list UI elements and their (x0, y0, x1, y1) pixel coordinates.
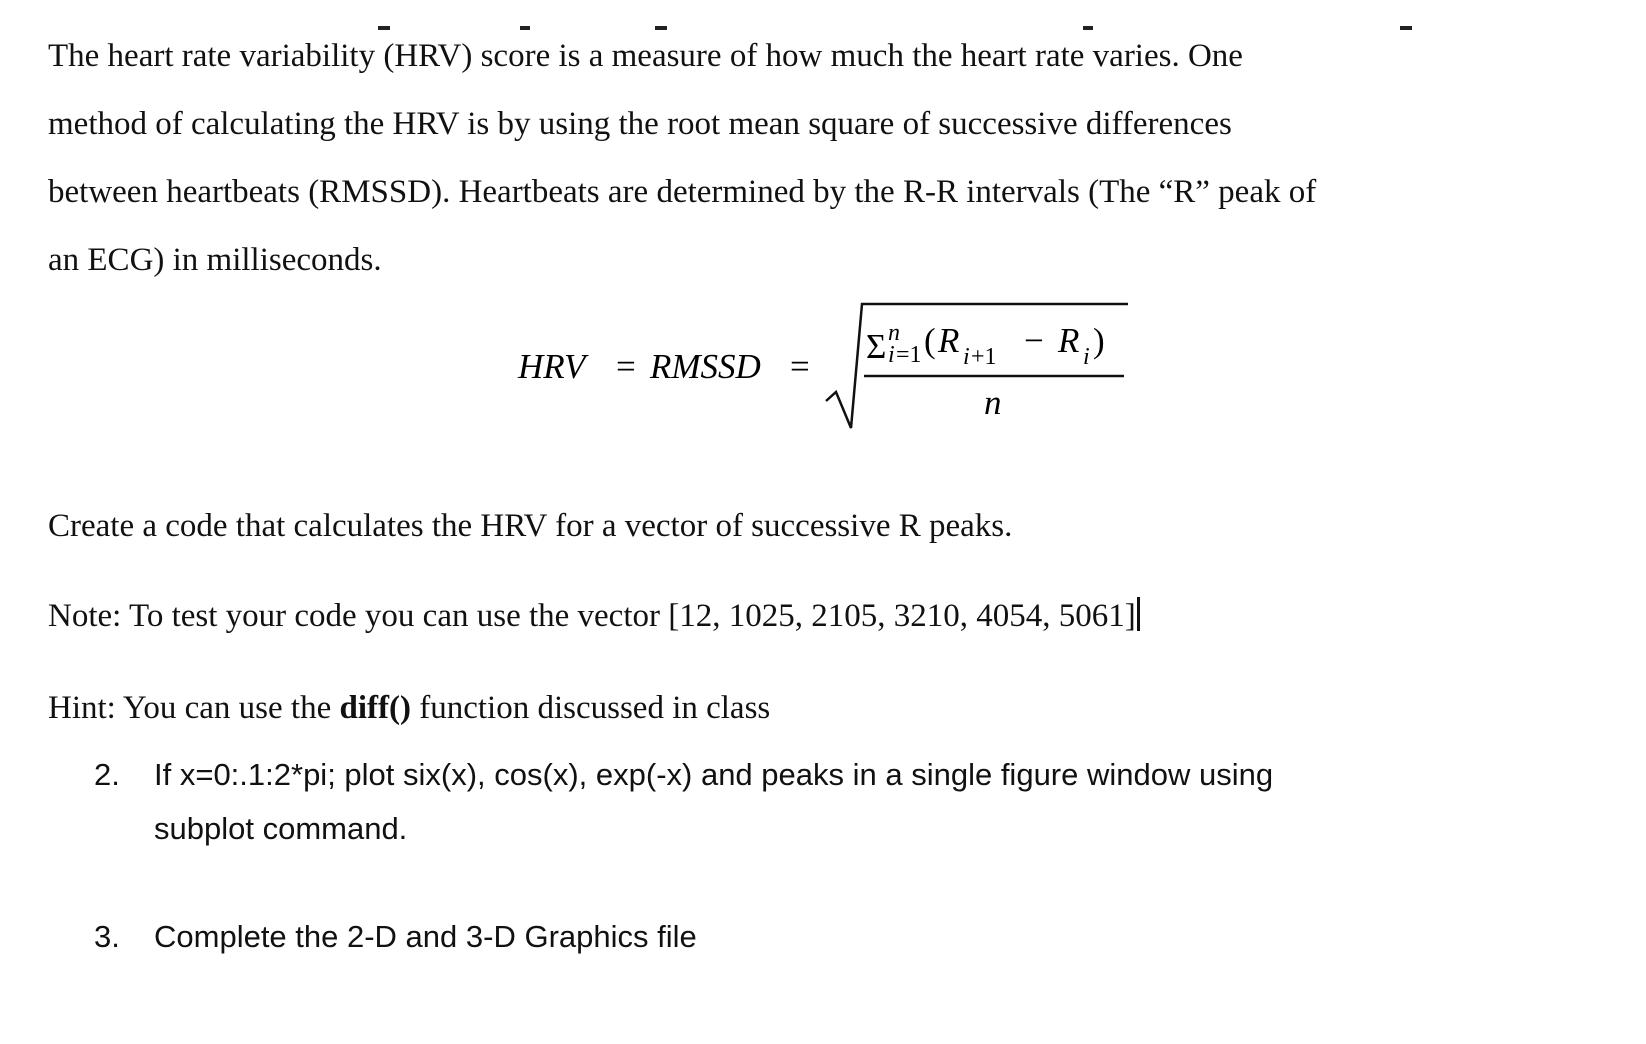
list-item-number: 3. (94, 919, 120, 954)
formula-close-paren: ) (1093, 321, 1105, 360)
formula-r: R (1058, 321, 1080, 360)
formula-sigma-lower-i: i (888, 342, 895, 368)
list-item-text (154, 910, 697, 964)
formula-open-paren: ( (924, 321, 936, 360)
formula-sub-plus-one: +1 (971, 344, 997, 370)
list-item-line: subplot command. (154, 811, 408, 846)
intro-paragraph (48, 22, 1608, 294)
hint-prefix: Hint: You can use the (48, 690, 340, 726)
list-item (94, 910, 697, 964)
hint-function-name: diff() (339, 690, 411, 726)
note-text: Note: To test your code you can use the vector [12, 1025, 2105, 3210, 4054, 5061] (48, 598, 1136, 634)
list-item-line: Complete the 2-D and 3-D Graphics file (154, 919, 697, 954)
task-paragraph: Create a code that calculates the HRV for a vector of successive R peaks. (48, 508, 1013, 544)
formula-equals-2: = (790, 347, 810, 386)
intro-line: between heartbeats (RMSSD). Heartbeats are determined by the R-R intervals (The “R” peak of (48, 174, 1317, 210)
formula-equals-1: = (616, 347, 636, 386)
hint-suffix: function discussed in class (410, 690, 771, 726)
list-item-number: 2. (94, 757, 120, 792)
formula-r-next: R (938, 321, 960, 360)
intro-line: method of calculating the HRV is by using the root mean square of successive differences (48, 106, 1232, 142)
formula-sub-i: i (1083, 344, 1090, 370)
formula-denominator: n (984, 383, 1002, 422)
intro-line: The heart rate variability (HRV) score is a measure of how much the heart rate varies. One (48, 38, 1243, 74)
formula-sigma-upper: n (888, 320, 900, 346)
formula-sigma-lower-rest: =1 (896, 342, 922, 368)
list-item-text (154, 748, 1273, 856)
intro-line: an ECG) in milliseconds. (48, 242, 382, 278)
hint-paragraph (48, 674, 770, 742)
list-item (94, 748, 1273, 856)
note-paragraph (48, 582, 1140, 650)
formula-minus: − (1024, 321, 1044, 360)
formula-rmssd: RMSSD (650, 347, 761, 386)
hrv-formula (0, 296, 1646, 446)
text-cursor (1137, 597, 1140, 631)
list-item-line: If x=0:.1:2*pi; plot six(x), cos(x), exp(-x) and peaks in a single figure window using (154, 757, 1274, 792)
formula-sub-i-next: i (963, 344, 970, 370)
formula-sigma: Σ (866, 327, 887, 366)
formula-hrv: HRV (518, 347, 586, 386)
